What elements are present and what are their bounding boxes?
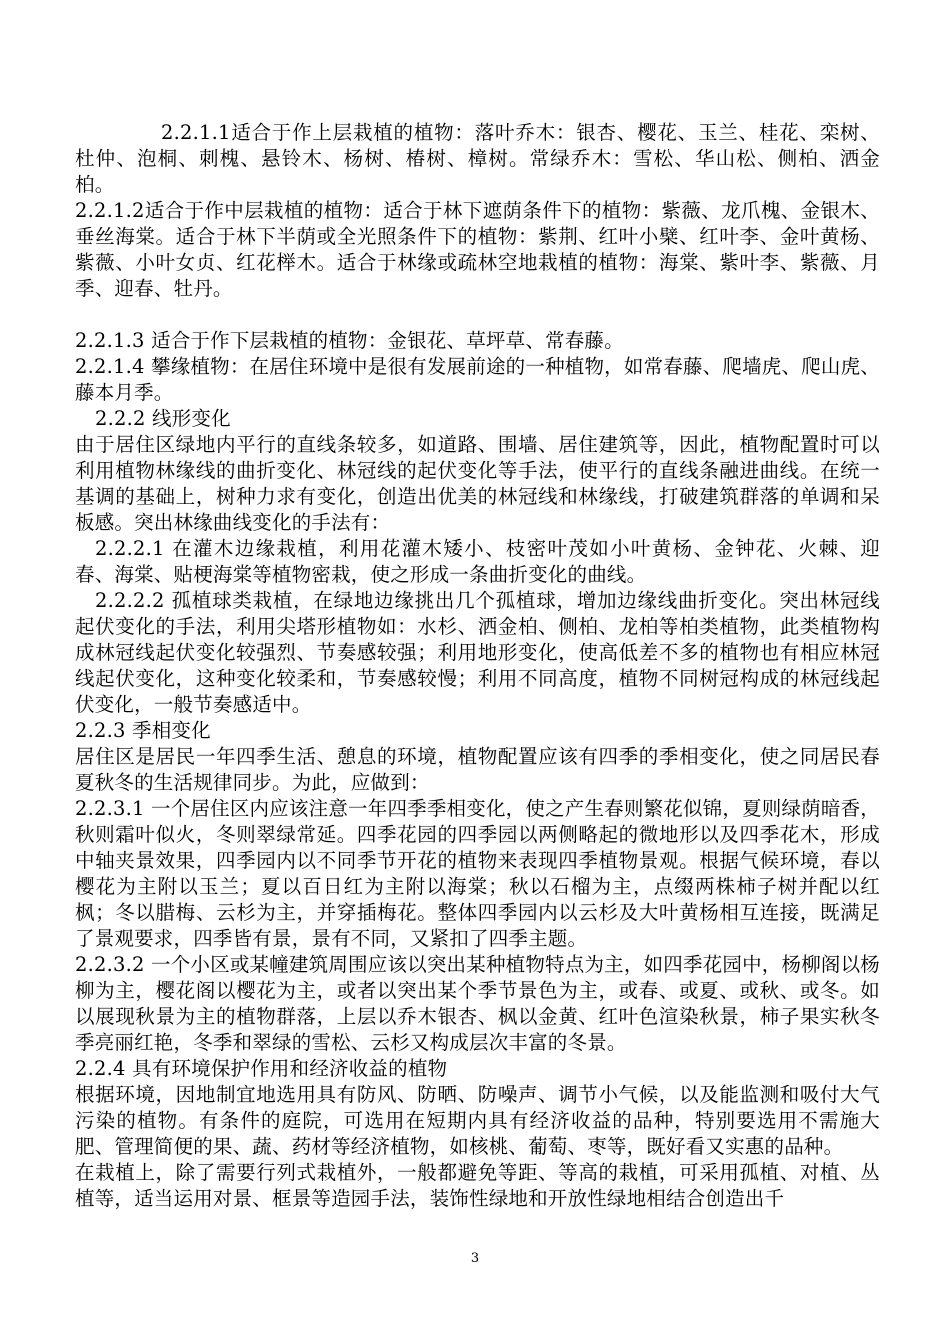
paragraph-2-2-2-1: 2.2.2.1 在灌木边缘栽植，利用花灌木矮小、枝密叶茂如小叶黄杨、金钟花、火棘、迎春、海棠、贴梗海棠等植物密栽，使之形成一条曲折变化的曲线。: [75, 537, 880, 586]
paragraph-2-2-1-4: 2.2.1.4 攀缘植物：在居住环境中是很有发展前途的一种植物，如常春藤、爬墙虎、爬山虎、藤本月季。: [75, 355, 880, 404]
paragraph-2-2-1-3: 2.2.1.3 适合于作下层栽植的植物：金银花、草坪草、常春藤。: [75, 329, 624, 352]
body-text: [75, 120, 880, 1212]
paragraph-2-2-2-2: 2.2.2.2 孤植球类栽植，在绿地边缘挑出几个孤植球，增加边缘线曲折变化。突出林冠线起伏变化的手法，利用尖塔形植物如：水杉、洒金柏、侧柏、龙柏等柏类植物，此类植物构成林冠线起伏变化较强烈、节奏感较强；利用地形变化，使高低差不多的植物也有相应林冠线起伏变化，这种变化较柔和，节奏感较慢；利用不同高度，植物不同树冠构成的林冠线起伏变化，一般节奏感适中。: [75, 589, 880, 716]
paragraph-line-change: 由于居住区绿地内平行的直线条较多，如道路、围墙、居住建筑等，因此，植物配置时可以利用植物林缘线的曲折变化、林冠线的起伏变化等手法，使平行的直线条融进曲线。在统一基调的基础上，树种力求有变化，创造出优美的林冠线和林缘线，打破建筑群落的单调和呆板感。突出林缘曲线变化的手法有：: [75, 433, 880, 534]
paragraph-2-2-3-1: 2.2.3.1 一个居住区内应该注意一年四季季相变化，使之产生春则繁花似锦，夏则绿荫暗香，秋则霜叶似火，冬则翠绿常延。四季花园的四季园以两侧略起的微地形以及四季花木，形成中轴夹景效果，四季园内以不同季节开花的植物来表现四季植物景观。根据气候环境，春以樱花为主附以玉兰；夏以百日红为主附以海棠；秋以石榴为主，点缀两株柿子树并配以红枫；冬以腊梅、云杉为主，并穿插梅花。整体四季园内以云杉及大叶黄杨相互连接，既满足了景观要求，四季皆有景，景有不同，又紧扣了四季主题。: [75, 797, 880, 950]
heading-2-2-2: 2.2.2 线形变化: [95, 407, 231, 430]
paragraph-2-2-3-2: 2.2.3.2 一个小区或某幢建筑周围应该以突出某种植物特点为主，如四季花园中，杨柳阁以杨柳为主，樱花阁以樱花为主，或者以突出某个季节景色为主，或春、或夏、或秋、或冬。如以展现秋景为主的植物群落，上层以乔木银杏、枫以金黄、红叶色渲染秋景，柿子果实秋冬季亮丽红艳，冬季和翠绿的雪松、云杉又构成层次丰富的冬景。: [75, 953, 880, 1054]
page-number: 3: [470, 1251, 480, 1266]
paragraph-2-2-1-2: 2.2.1.2适合于作中层栽植的植物：适合于林下遮荫条件下的植物：紫薇、龙爪槐、金银木、垂丝海棠。适合于林下半荫或全光照条件下的植物：紫荆、红叶小檗、红叶李、金叶黄杨、紫薇、小叶女贞、红花榉木。适合于林缘或疏林空地栽植的植物：海棠、紫叶李、紫薇、月季、迎春、牡丹。: [75, 199, 880, 300]
heading-2-2-4: 2.2.4 具有环境保护作用和经济收益的植物: [75, 1057, 448, 1080]
heading-2-2-3: 2.2.3 季相变化: [75, 719, 211, 742]
paragraph-planting: 在栽植上，除了需要行列式栽植外，一般都避免等距、等高的栽植，可采用孤植、对植、丛植等，适当运用对景、框景等造园手法，装饰性绿地和开放性绿地相结合创造出千: [75, 1161, 880, 1210]
paragraph-environment: 根据环境，因地制宜地选用具有防风、防晒、防噪声、调节小气候，以及能监测和吸付大气污染的植物。有条件的庭院，可选用在短期内具有经济收益的品种，特别要选用不需施大肥、管理简便的果、蔬、药材等经济植物，如核桃、葡萄、枣等，既好看又实惠的品种。: [75, 1083, 880, 1158]
paragraph-2-2-1-1: 2.2.1.1适合于作上层栽植的植物：落叶乔木：银杏、樱花、玉兰、桂花、栾树、杜仲、泡桐、刺槐、悬铃木、杨树、椿树、樟树。常绿乔木：雪松、华山松、侧柏、洒金柏。: [75, 121, 880, 196]
paragraph-seasonal: 居住区是居民一年四季生活、憩息的环境，植物配置应该有四季的季相变化，使之同居民春夏秋冬的生活规律同步。为此，应做到：: [75, 745, 880, 794]
blank-line: [75, 302, 880, 328]
